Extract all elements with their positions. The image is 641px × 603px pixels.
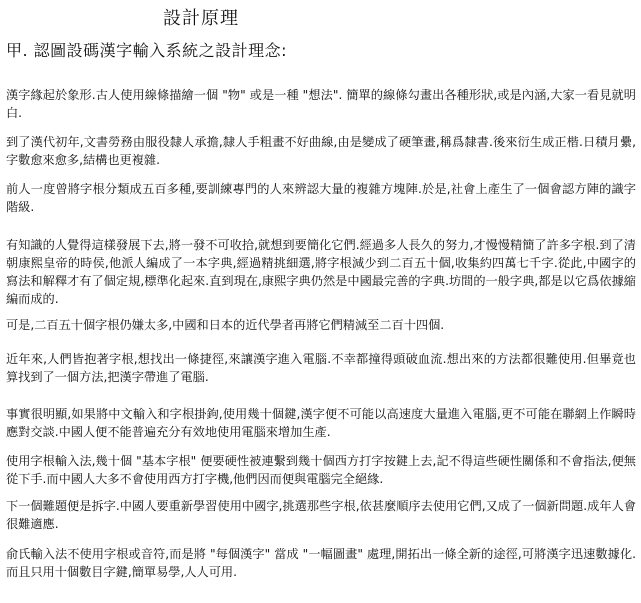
paragraph: 漢字緣起於象形.古人使用線條描繪一個 "物" 或是一種 "想法". 簡單的線條勾畫出各種形狀,或是內涵,大家一看見就明白. xyxy=(6,88,636,120)
paragraph: 近年來,人們皆抱著字根,想找出一條捷徑,來讓漢字進入電腦.不幸都撞得頭破血流.想出來的方法都很難使用.但畢竟也算找到了一個方法,把漢字帶進了電腦. xyxy=(6,352,636,384)
paragraph: 前人一度曾將字根分類成五百多種,要訓練專門的人來辨認大量的複雜方塊陣.於是,社會上產生了一個會認方陣的識字階級. xyxy=(6,182,636,214)
paragraph: 下一個難題便是拆字.中國人要重新學習使用中國字,挑選那些字根,依甚麼順序去使用它們,又成了一個新問題.成年人會很難適應. xyxy=(6,499,636,531)
paragraph: 到了漢代初年,文書勞務由服役隸人承擔,隸人手粗畫不好曲線,由是變成了硬筆畫,稱爲隸書.後來衍生成正楷.日積月纍,字數愈來愈多,結構也更複雜. xyxy=(6,135,636,167)
document-title: 設計原理 xyxy=(163,8,239,29)
paragraph: 有知識的人覺得這樣發展下去,將一發不可收拾,就想到要簡化它們.經過多人長久的努力,才慢慢精簡了許多字根.到了清朝康熙皇帝的時侯,他派人編成了一本字典,經過精挑細選,將字根減少到二百五十個,收集約四萬七千字.從此,中國字的寫法和解釋才有了個定規,標準化起來.直到現在,康熙字典仍然是中國最完善的字典.坊間的一般字典,都是以它爲依據縮編而成的. xyxy=(6,238,636,306)
paragraph: 事實很明顯,如果將中文輸入和字根掛鉤,使用幾十個鍵,漢字便不可能以高速度大量進入電腦,更不可能在聯網上作瞬時應對交談.中國人便不能普遍充分有效地使用電腦來增加生產. xyxy=(6,407,636,439)
paragraph: 俞氏輸入法不使用字根或音符,而是將 "每個漢字" 當成 "一幅圖畫" 處理,開拓出一條全新的途徑,可將漢字迅速數據化.而且只用十個數目字鍵,簡單易學,人人可用. xyxy=(6,547,636,579)
paragraph: 使用字根輸入法,幾十個 "基本字根" 便要硬性被連繫到幾十個西方打字按鍵上去,記不得這些硬性關係和不會指法,便無從下手.而中國人大多不會使用西方打字機,他們因而便與電腦完全絕緣. xyxy=(6,454,636,486)
section-heading: 甲. 認圖設碼漢字輸入系統之設計理念: xyxy=(6,41,288,60)
paragraph: 可是,二百五十個字根仍嫌太多,中國和日本的近代學者再將它們精減至二百十四個. xyxy=(6,318,445,332)
